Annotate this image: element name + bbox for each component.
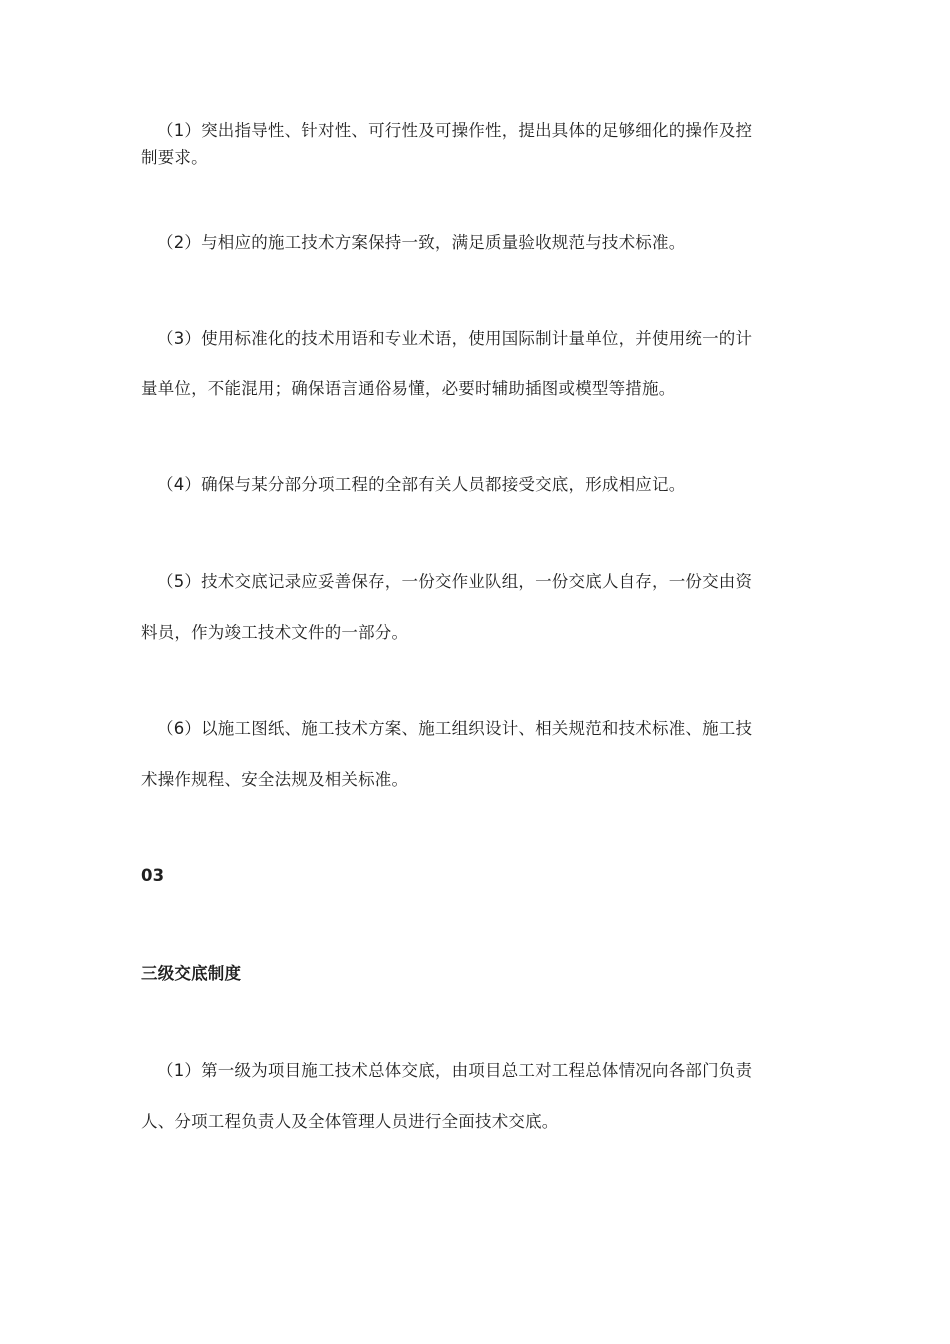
paragraph-4-line-1: （4）确保与某分部分项工程的全部有关人员都接受交底，形成相应记。 [157,475,686,494]
paragraph-1-line-1: （1）突出指导性、针对性、可行性及可操作性，提出具体的足够细化的操作及控 [157,121,753,140]
paragraph-1-line-2: 制要求。 [141,148,208,167]
paragraph-3-line-2: 量单位，不能混用；确保语言通俗易懂，必要时辅助插图或模型等措施。 [141,379,676,398]
paragraph-2-line-1: （2）与相应的施工技术方案保持一致，满足质量验收规范与技术标准。 [157,233,686,252]
section-number: 03 [141,866,165,885]
paragraph-5-line-1: （5）技术交底记录应妥善保存，一份交作业队组，一份交底人自存，一份交由资 [157,572,753,591]
paragraph-6-line-2: 术操作规程、安全法规及相关标准。 [141,770,409,789]
paragraph-3-line-1: （3）使用标准化的技术用语和专业术语，使用国际制计量单位，并使用统一的计 [157,329,753,348]
paragraph-7-line-1: （1）第一级为项目施工技术总体交底，由项目总工对工程总体情况向各部门负责 [157,1061,753,1080]
paragraph-5-line-2: 料员，作为竣工技术文件的一部分。 [141,623,409,642]
paragraph-7-line-2: 人、分项工程负责人及全体管理人员进行全面技术交底。 [141,1112,559,1131]
section-title: 三级交底制度 [141,964,242,983]
paragraph-6-line-1: （6）以施工图纸、施工技术方案、施工组织设计、相关规范和技术标准、施工技 [157,719,753,738]
